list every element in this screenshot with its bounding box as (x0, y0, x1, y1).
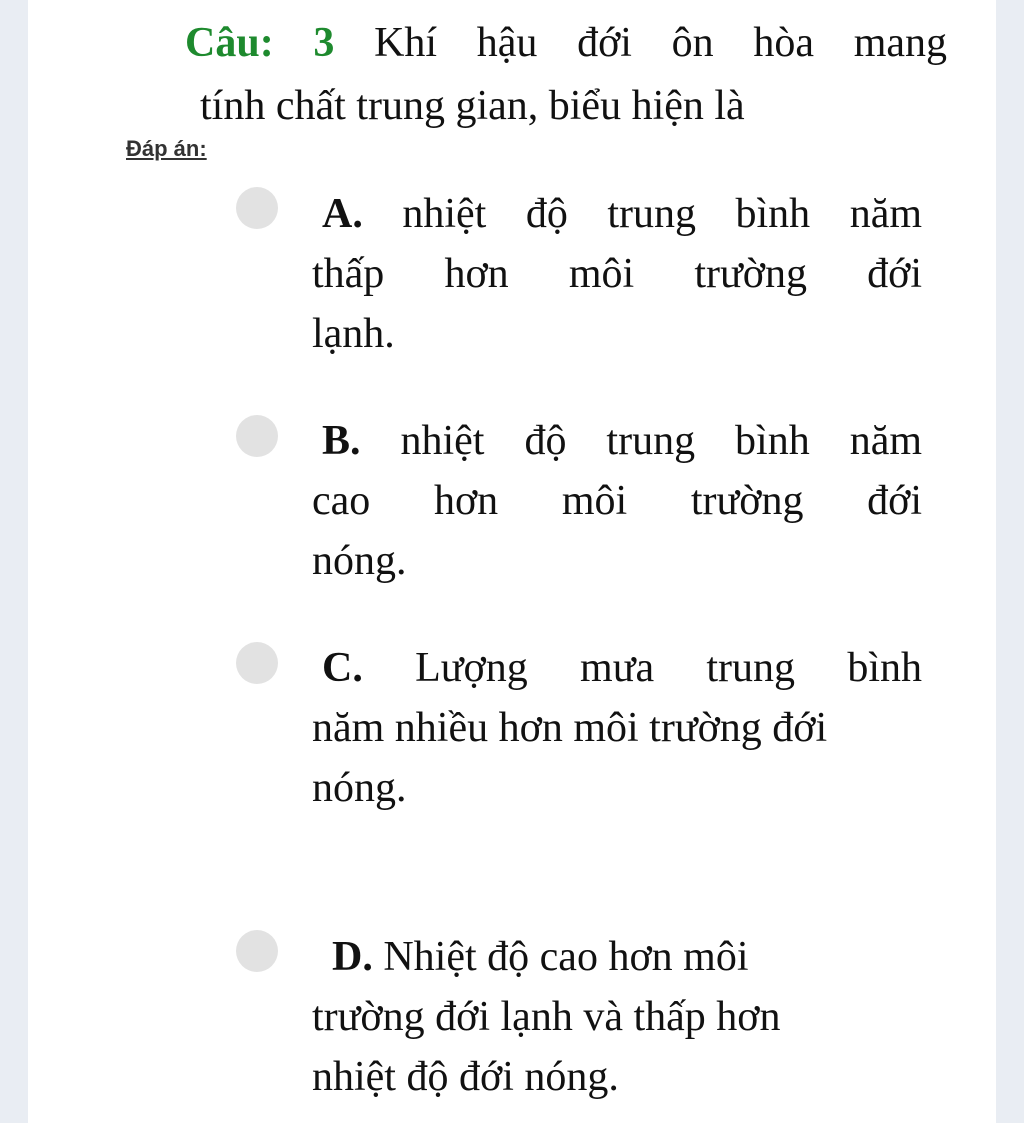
option-b-line-1 (312, 411, 922, 471)
option-c-line-3: nóng. (312, 765, 407, 811)
option-c-line-1 (312, 638, 922, 698)
answer-label: Đáp án: (126, 136, 207, 161)
option-c-text[interactable] (312, 638, 922, 818)
option-b-text[interactable] (312, 411, 922, 591)
option-c-letter: C. (322, 645, 363, 691)
option-a-text[interactable] (312, 184, 922, 364)
question-line-2: tính chất trung gian, biểu hiện là (200, 83, 745, 129)
option-b-line-3: nóng. (312, 538, 407, 584)
option-b-line-1-text: nhiệt độ trung bình năm (400, 418, 923, 464)
option-d-text[interactable] (312, 927, 922, 1107)
option-d-line-1 (312, 927, 922, 987)
option-b-line-2: cao hơn môi trường đới (312, 478, 922, 524)
question-line-1-text: Khí hậu đới ôn hòa mang (374, 20, 947, 66)
option-b-radio[interactable] (236, 415, 278, 457)
option-d-line-2: trường đới lạnh và thấp hơn (312, 994, 781, 1040)
option-a-line-2: thấp hơn môi trường đới (312, 251, 922, 297)
question-number: Câu: 3 (185, 20, 335, 66)
option-a-line-3: lạnh. (312, 311, 395, 357)
option-c-line-1-text: Lượng mưa trung bình (415, 645, 922, 691)
option-c-radio[interactable] (236, 642, 278, 684)
page-edge (996, 0, 1024, 1123)
option-d-radio[interactable] (236, 930, 278, 972)
option-a-line-1-text: nhiệt độ trung bình năm (402, 191, 922, 237)
option-d-line-1-text: Nhiệt độ cao hơn môi (383, 934, 749, 980)
option-d-line-3: nhiệt độ đới nóng. (312, 1054, 619, 1100)
option-d-letter: D. (332, 934, 373, 980)
option-c-line-2: năm nhiều hơn môi trường đới (312, 705, 828, 751)
option-a-letter: A. (322, 191, 363, 237)
option-b-letter: B. (322, 418, 361, 464)
